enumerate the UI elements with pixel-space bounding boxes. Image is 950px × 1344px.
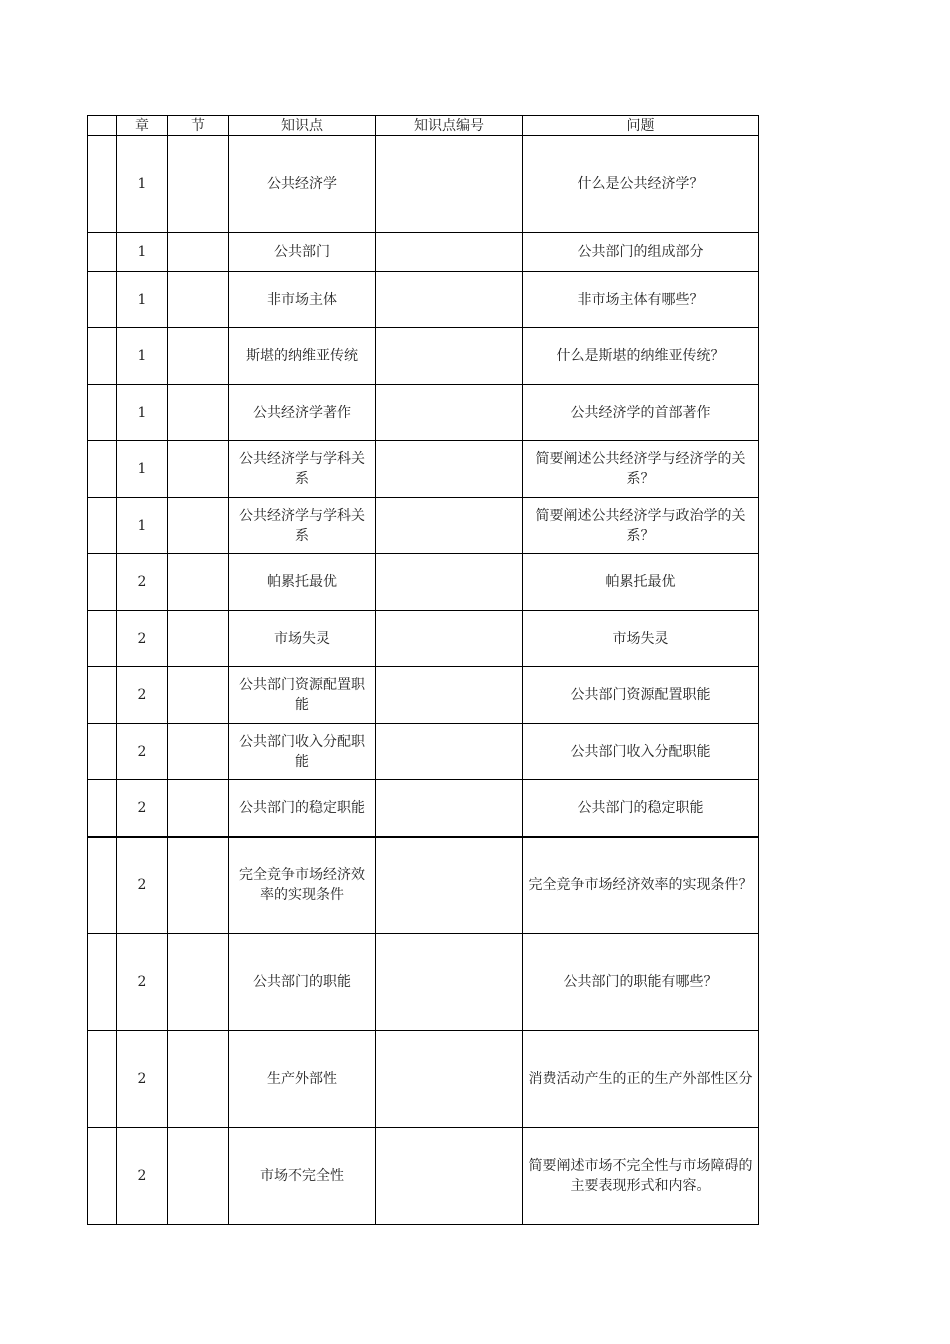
question-cell: 市场失灵	[523, 611, 759, 667]
index-cell	[88, 385, 117, 441]
knowledge-point-code-cell	[376, 272, 523, 328]
section-cell	[168, 136, 229, 233]
question-cell: 帕累托最优	[523, 554, 759, 611]
knowledge-point-code-cell	[376, 1128, 523, 1225]
knowledge-point-cell: 非市场主体	[229, 272, 376, 328]
table-row	[88, 1031, 759, 1128]
knowledge-point-cell: 公共经济学著作	[229, 385, 376, 441]
chapter-cell: 1	[117, 136, 168, 233]
header-knowledge-point: 知识点	[229, 116, 376, 136]
section-cell	[168, 554, 229, 611]
question-cell: 简要阐述公共经济学与政治学的关系？	[523, 498, 759, 554]
index-cell	[88, 328, 117, 385]
table-row	[88, 272, 759, 328]
index-cell	[88, 724, 117, 780]
index-cell	[88, 233, 117, 272]
question-cell: 公共部门的组成部分	[523, 233, 759, 272]
header-question: 问题	[523, 116, 759, 136]
knowledge-point-cell: 完全竞争市场经济效率的实现条件	[229, 837, 376, 934]
index-cell	[88, 554, 117, 611]
table-row	[88, 385, 759, 441]
question-cell: 什么是公共经济学？	[523, 136, 759, 233]
chapter-cell: 1	[117, 233, 168, 272]
header-row	[88, 116, 759, 136]
question-cell: 消费活动产生的正的生产外部性区分	[523, 1031, 759, 1128]
header-chapter: 章	[117, 116, 168, 136]
knowledge-point-cell: 公共部门的职能	[229, 934, 376, 1031]
knowledge-point-table	[87, 115, 759, 1225]
table-row	[88, 1128, 759, 1225]
chapter-cell: 2	[117, 934, 168, 1031]
question-cell: 公共经济学的首部著作	[523, 385, 759, 441]
section-cell	[168, 1031, 229, 1128]
knowledge-point-code-cell	[376, 441, 523, 498]
chapter-cell: 1	[117, 328, 168, 385]
knowledge-point-code-cell	[376, 233, 523, 272]
knowledge-point-code-cell	[376, 780, 523, 837]
index-cell	[88, 1031, 117, 1128]
knowledge-point-code-cell	[376, 724, 523, 780]
knowledge-point-cell: 市场不完全性	[229, 1128, 376, 1225]
knowledge-point-cell: 帕累托最优	[229, 554, 376, 611]
header-section: 节	[168, 116, 229, 136]
chapter-cell: 1	[117, 441, 168, 498]
question-cell: 公共部门资源配置职能	[523, 667, 759, 724]
knowledge-point-cell: 公共部门的稳定职能	[229, 780, 376, 837]
question-cell: 公共部门收入分配职能	[523, 724, 759, 780]
section-cell	[168, 1128, 229, 1225]
knowledge-point-code-cell	[376, 554, 523, 611]
chapter-cell: 1	[117, 498, 168, 554]
section-cell	[168, 498, 229, 554]
question-cell: 公共部门的稳定职能	[523, 780, 759, 837]
index-cell	[88, 498, 117, 554]
question-cell: 简要阐述公共经济学与经济学的关系？	[523, 441, 759, 498]
table-row	[88, 667, 759, 724]
question-cell: 公共部门的职能有哪些？	[523, 934, 759, 1031]
section-cell	[168, 272, 229, 328]
section-cell	[168, 385, 229, 441]
index-cell	[88, 1128, 117, 1225]
knowledge-point-cell: 生产外部性	[229, 1031, 376, 1128]
section-cell	[168, 611, 229, 667]
index-cell	[88, 272, 117, 328]
knowledge-point-code-cell	[376, 385, 523, 441]
index-cell	[88, 667, 117, 724]
section-cell	[168, 780, 229, 837]
index-cell	[88, 934, 117, 1031]
table-row	[88, 233, 759, 272]
section-cell	[168, 328, 229, 385]
knowledge-point-code-cell	[376, 498, 523, 554]
knowledge-point-code-cell	[376, 136, 523, 233]
section-cell	[168, 441, 229, 498]
table-row	[88, 837, 759, 934]
table-row	[88, 136, 759, 233]
index-cell	[88, 837, 117, 934]
knowledge-point-code-cell	[376, 1031, 523, 1128]
question-cell: 非市场主体有哪些？	[523, 272, 759, 328]
knowledge-point-code-cell	[376, 667, 523, 724]
chapter-cell: 2	[117, 837, 168, 934]
table-row	[88, 780, 759, 837]
section-cell	[168, 667, 229, 724]
chapter-cell: 1	[117, 272, 168, 328]
table-row	[88, 724, 759, 780]
knowledge-point-cell: 公共部门收入分配职能	[229, 724, 376, 780]
chapter-cell: 2	[117, 724, 168, 780]
chapter-cell: 2	[117, 1128, 168, 1225]
table-row	[88, 554, 759, 611]
header-knowledge-point-code: 知识点编号	[376, 116, 523, 136]
section-cell	[168, 837, 229, 934]
table-row	[88, 441, 759, 498]
knowledge-point-cell: 公共经济学与学科关系	[229, 498, 376, 554]
header-blank	[88, 116, 117, 136]
index-cell	[88, 441, 117, 498]
table-row	[88, 611, 759, 667]
section-cell	[168, 233, 229, 272]
knowledge-point-code-cell	[376, 328, 523, 385]
knowledge-point-cell: 斯堪的纳维亚传统	[229, 328, 376, 385]
knowledge-point-cell: 公共部门资源配置职能	[229, 667, 376, 724]
knowledge-point-code-cell	[376, 837, 523, 934]
chapter-cell: 2	[117, 780, 168, 837]
section-cell	[168, 934, 229, 1031]
index-cell	[88, 136, 117, 233]
knowledge-point-code-cell	[376, 611, 523, 667]
chapter-cell: 2	[117, 554, 168, 611]
chapter-cell: 2	[117, 667, 168, 724]
knowledge-point-cell: 公共经济学	[229, 136, 376, 233]
index-cell	[88, 780, 117, 837]
knowledge-point-cell: 公共部门	[229, 233, 376, 272]
chapter-cell: 1	[117, 385, 168, 441]
table-row	[88, 934, 759, 1031]
question-cell: 简要阐述市场不完全性与市场障碍的主要表现形式和内容。	[523, 1128, 759, 1225]
question-cell: 完全竞争市场经济效率的实现条件？	[523, 837, 759, 934]
knowledge-point-cell: 市场失灵	[229, 611, 376, 667]
table-row	[88, 328, 759, 385]
chapter-cell: 2	[117, 611, 168, 667]
table-row	[88, 498, 759, 554]
knowledge-point-code-cell	[376, 934, 523, 1031]
section-cell	[168, 724, 229, 780]
index-cell	[88, 611, 117, 667]
question-cell: 什么是斯堪的纳维亚传统？	[523, 328, 759, 385]
chapter-cell: 2	[117, 1031, 168, 1128]
knowledge-point-cell: 公共经济学与学科关系	[229, 441, 376, 498]
